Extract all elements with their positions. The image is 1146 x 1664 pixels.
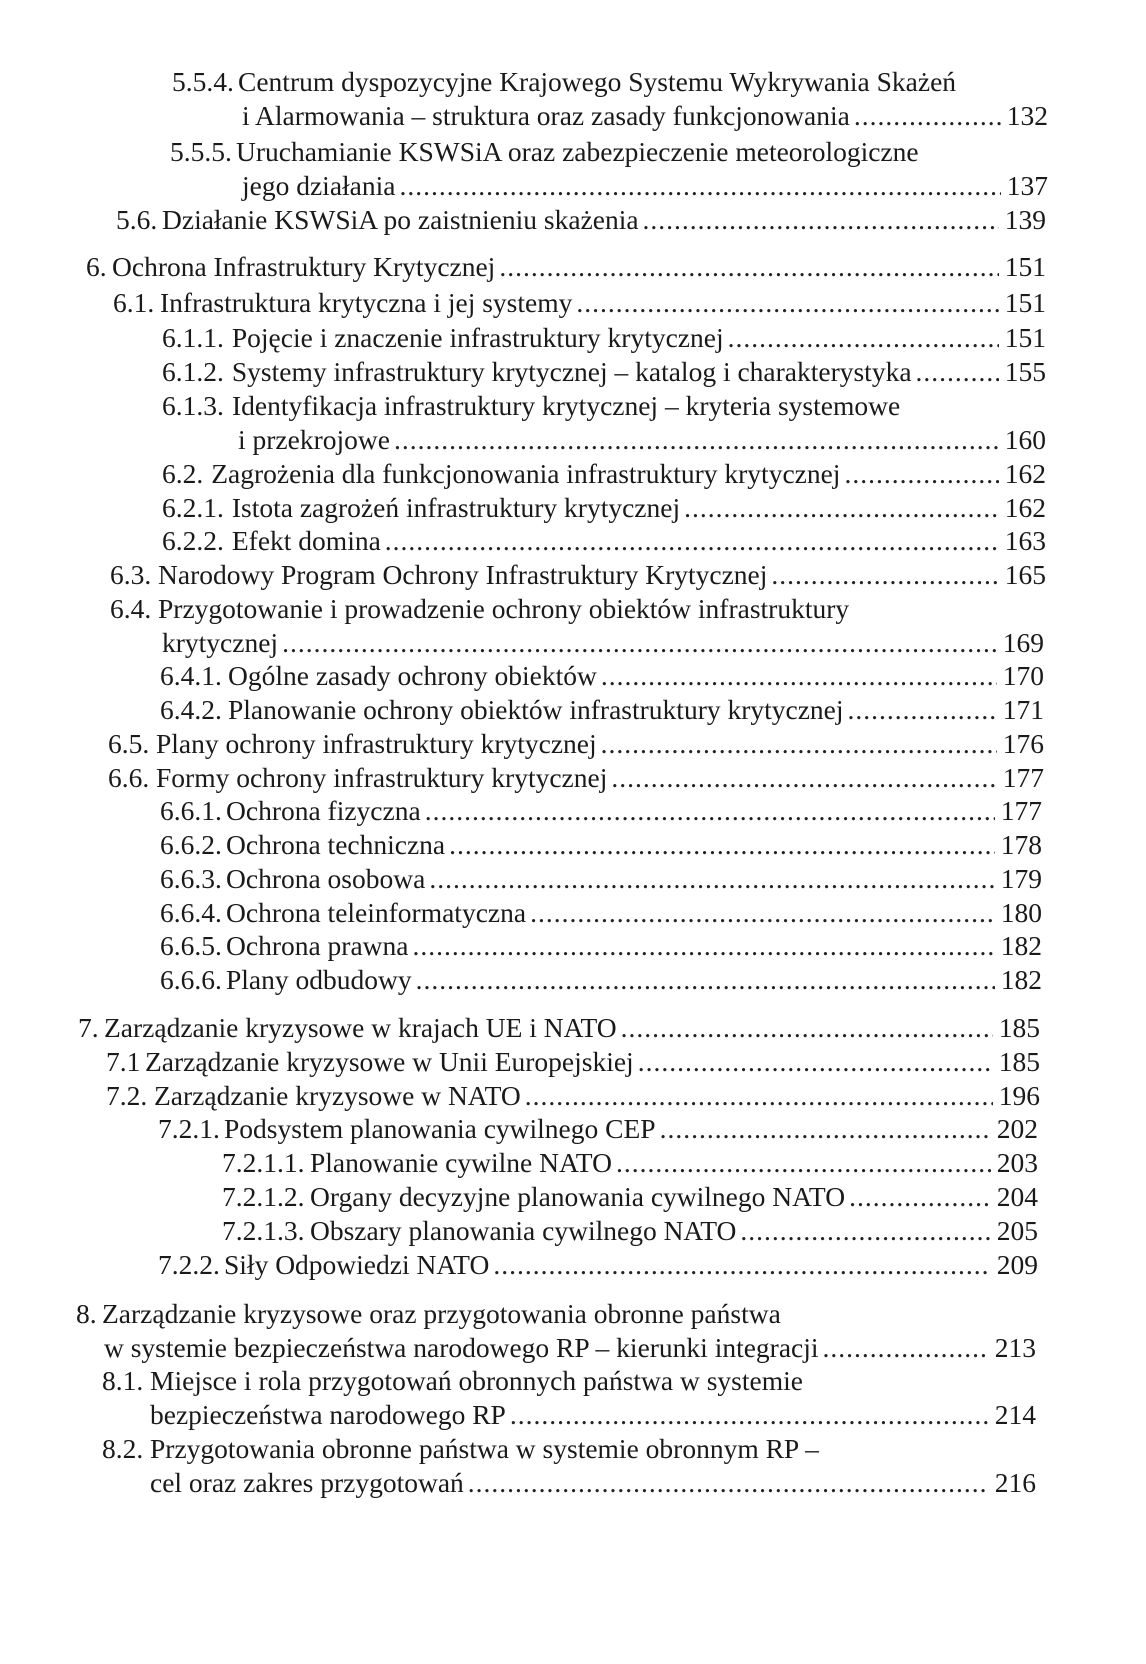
section-number: 6.6.6. — [160, 964, 222, 995]
toc-line — [108, 728, 1044, 764]
section-title: Obszary planowania cywilnego NATO — [310, 1215, 737, 1246]
section-number: 6.6.3. — [160, 863, 222, 894]
toc-line — [242, 170, 1048, 206]
section-title: Plany ochrony infrastruktury krytycznej — [156, 728, 597, 759]
page-number: 180 — [1000, 897, 1042, 928]
dot-leader — [740, 1215, 990, 1247]
section-number: 5.5.4. — [172, 66, 234, 97]
section-number: 7.2.1.1. — [222, 1147, 305, 1178]
page-number: 185 — [998, 1012, 1040, 1043]
page-number: 155 — [1004, 356, 1046, 387]
page-number: 177 — [1002, 762, 1044, 793]
dot-leader — [849, 1181, 991, 1213]
section-title: Formy ochrony infrastruktury krytycznej — [156, 762, 608, 793]
section-number: 6.2.1. — [162, 492, 224, 523]
toc-line — [162, 525, 1046, 561]
page-number: 151 — [1004, 287, 1046, 318]
section-number: 7.2.2. — [158, 1249, 220, 1280]
toc-line — [160, 863, 1042, 899]
section-number: 6.1.3. — [162, 390, 224, 421]
toc-line — [160, 829, 1042, 865]
dot-leader — [643, 204, 999, 236]
dot-leader — [771, 559, 998, 591]
page-number: 169 — [1002, 627, 1044, 658]
section-title: Zarządzanie kryzysowe w Unii Europejskiej — [145, 1046, 634, 1077]
section-number: 6.6. — [108, 762, 150, 793]
section-number: 5.5.5. — [170, 136, 232, 167]
section-number: 6.1.2. — [162, 356, 224, 387]
section-number: 6. — [86, 251, 107, 282]
section-title: Planowanie ochrony obiektów infrastruktury krytycznej — [228, 694, 844, 725]
section-title: Działanie KSWSiA po zaistnieniu skażenia — [162, 204, 639, 235]
section-title: Narodowy Program Ochrony Infrastruktury Krytycznej — [158, 559, 768, 590]
page-number: 165 — [1004, 559, 1046, 590]
page-number: 160 — [1004, 424, 1046, 455]
page-number: 205 — [996, 1215, 1038, 1246]
section-number: 7.1 — [106, 1046, 141, 1077]
dot-leader — [412, 930, 994, 962]
page-number: 178 — [1000, 829, 1042, 860]
section-number: 6.2. — [162, 458, 204, 489]
page-number: 151 — [1004, 322, 1046, 353]
toc-line — [160, 930, 1042, 966]
toc-line — [106, 1046, 1040, 1082]
section-title: cel oraz zakres przygotowań — [150, 1467, 464, 1498]
page-number: 132 — [1006, 100, 1048, 131]
dot-leader — [601, 728, 997, 760]
toc-line — [238, 424, 1046, 460]
section-number: 8. — [76, 1298, 97, 1329]
dot-leader — [399, 170, 1000, 202]
dot-leader — [493, 1249, 990, 1281]
section-number: 6.4.2. — [160, 694, 222, 725]
section-title: Podsystem planowania cywilnego CEP — [224, 1113, 656, 1144]
dot-leader — [449, 829, 995, 861]
toc-line — [102, 1365, 803, 1401]
toc-line — [113, 287, 1046, 323]
dot-leader — [416, 964, 995, 996]
dot-leader — [660, 1113, 991, 1145]
page-number: 202 — [996, 1113, 1038, 1144]
toc-line — [76, 1298, 781, 1334]
dot-leader — [611, 762, 996, 794]
toc-line — [162, 627, 1044, 663]
section-title: i przekrojowe — [238, 424, 390, 455]
section-number: 6.6.1. — [160, 795, 222, 826]
toc-line — [78, 1012, 1040, 1048]
toc-line — [104, 1332, 1036, 1368]
section-title: Zagrożenia dla funkcjonowania infrastruktury krytycznej — [211, 458, 841, 489]
toc-line — [162, 492, 1046, 528]
dot-leader — [601, 660, 997, 692]
page-number: 162 — [1004, 492, 1046, 523]
dot-leader — [429, 863, 994, 895]
toc-line — [222, 1215, 1038, 1251]
toc-line — [108, 762, 1044, 798]
page-number: 139 — [1004, 204, 1046, 235]
section-number: 7.2.1.3. — [222, 1215, 305, 1246]
dot-leader — [425, 795, 995, 827]
dot-leader — [616, 1147, 991, 1179]
toc-line — [170, 136, 919, 172]
toc-line — [242, 100, 1048, 136]
page-number: 176 — [1002, 728, 1044, 759]
section-number: 7.2. — [106, 1080, 148, 1111]
section-number: 7. — [78, 1012, 99, 1043]
page-number: 185 — [998, 1046, 1040, 1077]
section-number: 6.6.4. — [160, 897, 222, 928]
page-number: 177 — [1000, 795, 1042, 826]
dot-leader — [854, 100, 1001, 132]
dot-leader — [728, 322, 999, 354]
toc-line — [86, 251, 1046, 287]
page-number: 204 — [996, 1181, 1038, 1212]
section-title: Infrastruktura krytyczna i jej systemy — [160, 287, 573, 318]
section-number: 6.1.1. — [162, 322, 224, 353]
toc-line — [172, 66, 956, 102]
section-title: i Alarmowania – struktura oraz zasady funkcjonowania — [242, 100, 850, 131]
section-title: w systemie bezpieczeństwa narodowego RP – kierunki integracji — [104, 1332, 819, 1363]
toc-line — [162, 322, 1046, 358]
section-title: Ochrona Infrastruktury Krytycznej — [112, 251, 496, 282]
dot-leader — [621, 1012, 993, 1044]
section-title: Ochrona prawna — [226, 930, 409, 961]
section-title: Istota zagrożeń infrastruktury krytycznej — [231, 492, 681, 523]
section-number: 6.4. — [110, 593, 152, 624]
toc-line — [110, 559, 1046, 595]
section-title: Siły Odpowiedzi NATO — [224, 1249, 490, 1280]
dot-leader — [684, 492, 999, 524]
section-number: 6.4.1. — [160, 660, 222, 691]
section-title: Identyfikacja infrastruktury krytycznej – kryteria systemowe — [232, 390, 901, 421]
toc-line — [106, 1080, 1040, 1116]
toc-line — [222, 1181, 1038, 1217]
section-number: 5.6. — [116, 204, 158, 235]
section-title: Miejsce i rola przygotowań obronnych państwa w systemie — [150, 1365, 803, 1396]
toc-line — [150, 1399, 1036, 1435]
toc-line — [160, 795, 1042, 831]
section-title: Zarządzanie kryzysowe w NATO — [154, 1080, 521, 1111]
page-number: 216 — [994, 1467, 1036, 1498]
section-title: Planowanie cywilne NATO — [310, 1147, 612, 1178]
section-number: 8.2. — [102, 1433, 144, 1464]
section-number: 6.2.2. — [162, 525, 224, 556]
section-title: Ogólne zasady ochrony obiektów — [228, 660, 597, 691]
toc-line — [102, 1433, 819, 1469]
toc-line — [162, 458, 1046, 494]
dot-leader — [530, 897, 995, 929]
section-title: Zarządzanie kryzysowe w krajach UE i NATO — [104, 1012, 617, 1043]
toc-line — [158, 1113, 1038, 1149]
section-title: Zarządzanie kryzysowe oraz przygotowania obronne państwa — [102, 1298, 781, 1329]
dot-leader — [510, 1399, 989, 1431]
toc-line — [150, 1467, 1036, 1503]
section-title: Przygotowanie i prowadzenie ochrony obiektów infrastruktury — [158, 593, 850, 624]
dot-leader — [576, 287, 998, 319]
page-number: 182 — [1000, 964, 1042, 995]
page-number: 179 — [1000, 863, 1042, 894]
dot-leader — [823, 1332, 989, 1364]
page-number: 170 — [1002, 660, 1044, 691]
dot-leader — [499, 251, 998, 283]
toc-line — [222, 1147, 1038, 1183]
page-number: 171 — [1002, 694, 1044, 725]
page-number: 137 — [1006, 170, 1048, 201]
toc-line — [160, 660, 1044, 696]
page-number: 182 — [1000, 930, 1042, 961]
dot-leader — [468, 1467, 989, 1499]
dot-leader — [844, 458, 998, 490]
section-number: 6.5. — [108, 728, 150, 759]
section-title: Plany odbudowy — [226, 964, 412, 995]
section-number: 7.2.1. — [158, 1113, 220, 1144]
dot-leader — [282, 627, 997, 659]
page-number: 162 — [1004, 458, 1046, 489]
toc-line — [110, 593, 849, 629]
section-title: Przygotowania obronne państwa w systemie obronnym RP – — [150, 1433, 819, 1464]
section-title: Centrum dyspozycyjne Krajowego Systemu Wykrywania Skażeń — [238, 66, 957, 97]
dot-leader — [638, 1046, 993, 1078]
section-title: Organy decyzyjne planowania cywilnego NATO — [310, 1181, 846, 1212]
page-number: 151 — [1004, 251, 1046, 282]
section-number: 6.6.2. — [160, 829, 222, 860]
dot-leader — [394, 424, 999, 456]
section-title: Ochrona techniczna — [226, 829, 446, 860]
section-number: 8.1. — [102, 1365, 144, 1396]
section-title: Ochrona teleinformatyczna — [226, 897, 527, 928]
section-title: Pojęcie i znaczenie infrastruktury krytycznej — [231, 322, 724, 353]
section-number: 6.6.5. — [160, 930, 222, 961]
page-number: 163 — [1004, 525, 1046, 556]
section-title: jego działania — [242, 170, 396, 201]
section-number: 6.1. — [113, 287, 155, 318]
section-title: Ochrona fizyczna — [226, 795, 421, 826]
section-title: Uruchamianie KSWSiA oraz zabezpieczenie meteorologiczne — [236, 136, 919, 167]
page-number: 196 — [998, 1080, 1040, 1111]
dot-leader — [525, 1080, 993, 1112]
toc-line — [160, 964, 1042, 1000]
page-number: 213 — [994, 1332, 1036, 1363]
section-title: krytycznej — [162, 627, 279, 658]
toc-line — [162, 390, 900, 426]
dot-leader — [848, 694, 997, 726]
toc-line — [116, 204, 1046, 240]
section-number: 7.2.1.2. — [222, 1181, 305, 1212]
page-number: 209 — [996, 1249, 1038, 1280]
dot-leader — [385, 525, 999, 557]
dot-leader — [916, 356, 999, 388]
page-number: 214 — [994, 1399, 1036, 1430]
section-title: bezpieczeństwa narodowego RP — [150, 1399, 506, 1430]
section-title: Ochrona osobowa — [226, 863, 426, 894]
toc-line — [162, 356, 1046, 392]
toc-line — [160, 897, 1042, 933]
toc-line — [158, 1249, 1038, 1285]
section-title: Systemy infrastruktury krytycznej – katalog i charakterystyka — [231, 356, 912, 387]
page-number: 203 — [996, 1147, 1038, 1178]
toc-line — [160, 694, 1044, 730]
section-title: Efekt domina — [231, 525, 381, 556]
section-number: 6.3. — [110, 559, 152, 590]
